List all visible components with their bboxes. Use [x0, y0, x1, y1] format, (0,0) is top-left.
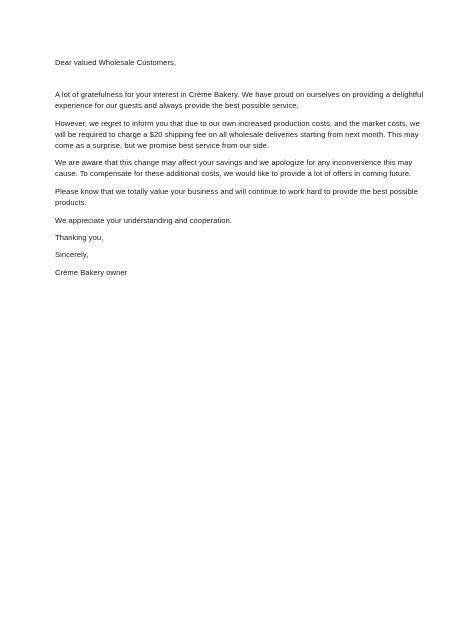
letter-paragraph: A lot of gratefulness for your interest in Crème Bakery. We have proud on ourselves on providing a delightful experience for our guests and always provide the best possible service. [55, 90, 424, 111]
letter-paragraph: However, we regret to inform you that due to our own increased production costs, and the market costs, we will be required to charge a $20 shipping fee on all wholesale deliveries starting from next month. This may come as a surprise, but we promise best service from our side. [55, 118, 420, 150]
letter-thanks: Thanking you, [55, 232, 104, 242]
letter-signoff: Sincerely, [55, 250, 89, 260]
letter-paragraph: We are aware that this change may affect your savings and we apologize for any inconvenience this may cause. To compensate for these additional costs, we would like to provide a lot of offers in coming future. [55, 158, 413, 179]
letter-paragraph: Please know that we totally value your business and will continue to work hard to provide the best possible products. [55, 186, 418, 208]
letter-signature: Crème Bakery owner [55, 267, 128, 277]
letter-paragraph: We appreciate your understanding and cooperation. [55, 215, 233, 225]
letter-body [55, 57, 427, 284]
letter-greeting: Dear valued Wholesale Customers, [55, 58, 177, 67]
